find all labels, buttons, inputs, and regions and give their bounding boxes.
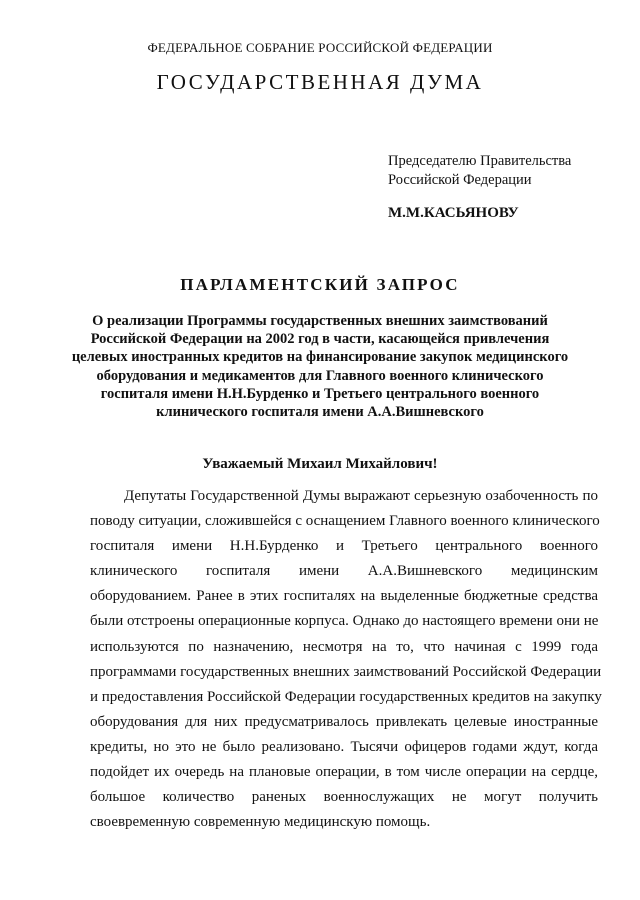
body-line: были отстроены операционные корпуса. Однако до настоящего времени они не — [90, 613, 599, 630]
subject-line: госпиталя имени Н.Н.Бурденко и Третьего центрального военного — [100, 385, 540, 402]
organization-header: ФЕДЕРАЛЬНОЕ СОБРАНИЕ РОССИЙСКОЙ ФЕДЕРАЦИИ — [147, 40, 493, 55]
body-line: программами государственных внешних заимствований Российской Федерации — [90, 663, 602, 680]
subject-line: Российской Федерации на 2002 год в части, касающейся привлечения — [90, 331, 550, 348]
body-line: поводу ситуации, сложившейся с оснащением Главного военного клинического — [90, 513, 600, 530]
addressee-country: Российской Федерации — [388, 172, 532, 188]
body-line: кредиты, но это не было реализовано. Тысячи офицеров годами ждут, когда — [90, 738, 598, 755]
subject-line: оборудования и медикаментов для Главного военного клинического — [96, 367, 544, 384]
greeting: Уважаемый Михаил Михайлович! — [202, 456, 438, 472]
body-line: используются по назначению, несмотря на то, что начиная с 1999 года — [90, 638, 598, 655]
document-title: ПАРЛАМЕНТСКИЙ ЗАПРОС — [180, 275, 460, 294]
body-line: Депутаты Государственной Думы выражают серьезную озабоченность по — [124, 488, 598, 504]
body-line: подойдет их очередь на плановые операции, в том числе операции на сердце, — [90, 764, 598, 781]
subject-line: клинического госпиталя имени А.А.Вишневского — [156, 404, 484, 421]
body-line: госпиталя имени Н.Н.Бурденко и Третьего центрального военного — [90, 538, 598, 555]
body-line: большое количество раненых военнослужащих не могут получить — [90, 789, 598, 806]
document-subject — [70, 312, 570, 421]
body-line: оборудования для них предусматривалось привлекать целевые иностранные — [90, 713, 598, 730]
chamber-header: ГОСУДАРСТВЕННАЯ ДУМА — [156, 70, 484, 94]
addressee-name: М.М.КАСЬЯНОВУ — [388, 205, 519, 221]
addressee-position: Председателю Правительства — [388, 153, 572, 169]
body-line: и предоставления Российской Федерации государственных кредитов на закупку — [90, 688, 602, 705]
addressee-block — [388, 152, 571, 190]
body-line: оборудованием. Ранее в этих госпиталях на выделенные бюджетные средства — [90, 588, 598, 605]
body-line: своевременную современную медицинскую помощь. — [90, 814, 431, 831]
body-line: клинического госпиталя имени А.А.Вишневского медицинским — [90, 563, 598, 580]
subject-line: О реализации Программы государственных внешних заимствований — [92, 313, 548, 329]
subject-line: целевых иностранных кредитов на финансирование закупок медицинского — [71, 349, 569, 366]
body-paragraph — [90, 484, 602, 835]
